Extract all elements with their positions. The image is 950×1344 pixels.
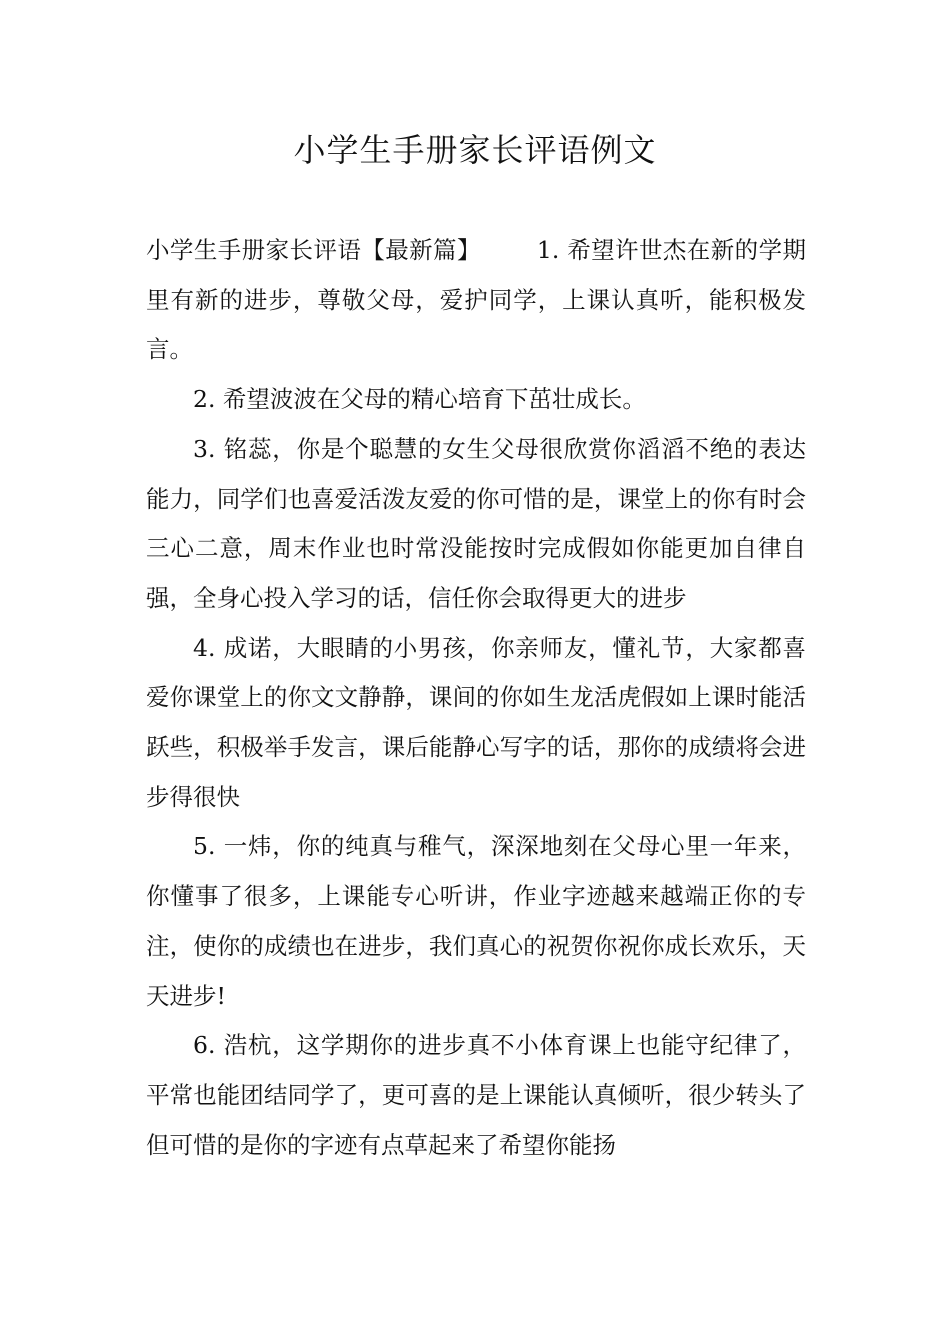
comment-2: 2. 希望波波在父母的精心培育下茁壮成长。 — [193, 385, 646, 414]
comment-6: 6. 浩杭，这学期你的进步真不小体育课上也能守纪律了，平常也能团结同学了，更可喜的是上课能认真倾听，很少转头了但可惜的是你的字迹有点草起来了希望你能扬 — [146, 1031, 806, 1159]
comment-1: 1. 希望许世杰在新的学期里有新的进步，尊敬父母，爱护同学，上课认真听，能积极发言。 — [146, 236, 806, 364]
comment-4: 4. 成诺，大眼睛的小男孩，你亲师友，懂礼节，大家都喜爱你课堂上的你文文静静，课间的你如生龙活虎假如上课时能活跃些，积极举手发言，课后能静心写字的话，那你的成绩将会进步得很快 — [146, 633, 806, 811]
document-body — [146, 226, 806, 1170]
comment-3: 3. 铭蕊，你是个聪慧的女生父母很欣赏你滔滔不绝的表达能力，同学们也喜爱活泼友爱的你可惜的是，课堂上的你有时会三心二意，周末作业也时常没能按时完成假如你能更加自律自强，全身心投入学习的话，信任你会取得更大的进步 — [146, 434, 806, 612]
intro-heading: 小学生手册家长评语【最新篇】 — [146, 236, 481, 264]
comment-5: 5. 一炜，你的纯真与稚气，深深地刻在父母心里一年来，你懂事了很多，上课能专心听讲，作业字迹越来越端正你的专注，使你的成绩也在进步，我们真心的祝贺你祝你成长欢乐，天天进步! — [146, 832, 806, 1010]
intro-paragraph — [146, 226, 806, 375]
page-title: 小学生手册家长评语例文 — [293, 131, 657, 169]
